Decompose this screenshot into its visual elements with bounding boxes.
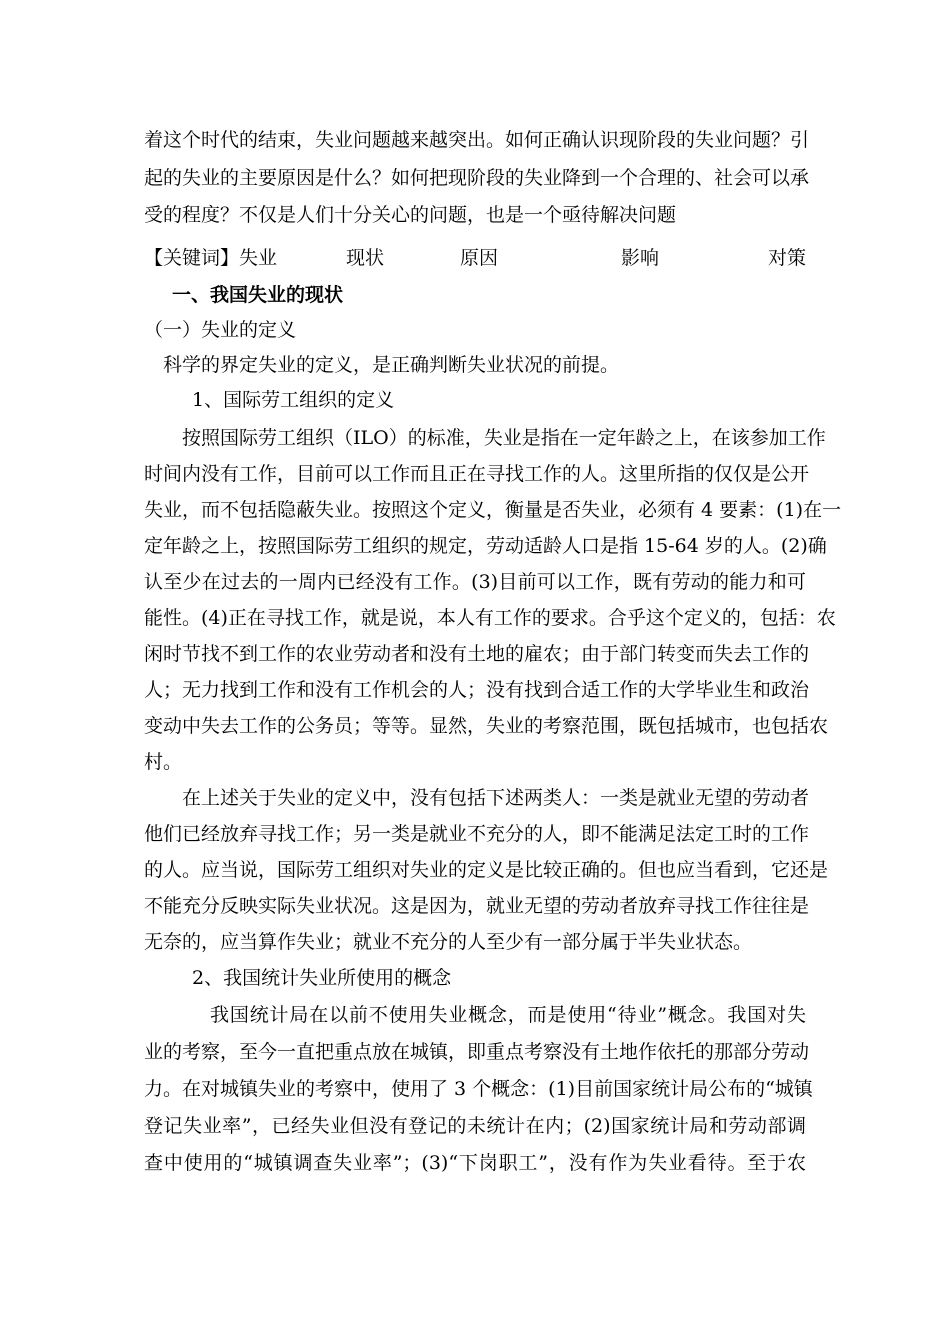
para-line: 力。在对城镇失业的考察中，使用了 3 个概念：(1)目前国家统计局公布的“城镇	[144, 1078, 813, 1100]
para-line: 查中使用的“城镇调查失业率”；(3)“下岗职工”，没有作为失业看待。至于农	[144, 1152, 806, 1174]
item-heading: 1、国际劳工组织的定义	[192, 389, 395, 411]
para-line: 能性。(4)正在寻找工作，就是说，本人有工作的要求。合乎这个定义的，包括：农	[144, 607, 836, 629]
para-line: 无奈的，应当算作失业；就业不充分的人至少有一部分属于半失业状态。	[144, 931, 753, 953]
intro-line: 着这个时代的结束，失业问题越来越突出。如何正确认识现阶段的失业问题？引	[144, 129, 810, 151]
para-line: 失业，而不包括隐蔽失业。按照这个定义，衡量是否失业，必须有 4 要素：(1)在一	[144, 499, 842, 521]
item-heading: 2、我国统计失业所使用的概念	[192, 967, 452, 989]
para-line: 时间内没有工作，目前可以工作而且正在寻找工作的人。这里所指的仅仅是公开	[144, 463, 810, 485]
para-line: 人；无力找到工作和没有工作机会的人；没有找到合适工作的大学毕业生和政治	[144, 679, 810, 701]
intro-line: 起的失业的主要原因是什么？如何把现阶段的失业降到一个合理的、社会可以承	[144, 167, 810, 189]
para-line: 认至少在过去的一周内已经没有工作。(3)目前可以工作，既有劳动的能力和可	[144, 571, 806, 593]
keywords-line	[144, 246, 806, 270]
para-line: 他们已经放弃寻找工作；另一类是就业不充分的人，即不能满足法定工时的工作	[144, 823, 810, 845]
para-line: 我国统计局在以前不使用失业概念，而是使用“待业”概念。我国对失	[210, 1004, 806, 1026]
para-line: 定年龄之上，按照国际劳工组织的规定，劳动适龄人口是指 15-64 岁的人。(2)确	[144, 535, 827, 557]
subsection-intro: 科学的界定失业的定义，是正确判断失业状况的前提。	[163, 354, 620, 376]
intro-line: 受的程度？不仅是人们十分关心的问题，也是一个亟待解决问题	[144, 204, 677, 226]
keyword: 原因	[460, 247, 499, 269]
para-line: 闲时节找不到工作的农业劳动者和没有土地的雇农；由于部门转变而失去工作的	[144, 643, 810, 665]
keywords-label: 【关键词】失业	[144, 247, 278, 269]
keyword: 现状	[346, 247, 385, 269]
para-line: 登记失业率”，已经失业但没有登记的未统计在内；(2)国家统计局和劳动部调	[144, 1115, 806, 1137]
subsection-heading: （一）失业的定义	[144, 319, 297, 341]
para-line: 按照国际劳工组织（ILO）的标准，失业是指在一定年龄之上，在该参加工作	[182, 427, 826, 449]
para-line: 业的考察，至今一直把重点放在城镇，即重点考察没有土地作依托的那部分劳动	[144, 1041, 810, 1063]
para-line: 变动中失去工作的公务员；等等。显然，失业的考察范围，既包括城市，也包括农	[144, 715, 829, 737]
keyword: 影响	[621, 247, 660, 269]
para-line: 在上述关于失业的定义中，没有包括下述两类人：一类是就业无望的劳动者	[182, 787, 810, 809]
para-line: 的人。应当说，国际劳工组织对失业的定义是比较正确的。但也应当看到，它还是	[144, 859, 829, 881]
section-heading: 一、我国失业的现状	[172, 284, 344, 306]
para-line: 村。	[144, 751, 183, 773]
para-line: 不能充分反映实际失业状况。这是因为，就业无望的劳动者放弃寻找工作往往是	[144, 895, 810, 917]
keyword: 对策	[768, 247, 807, 269]
